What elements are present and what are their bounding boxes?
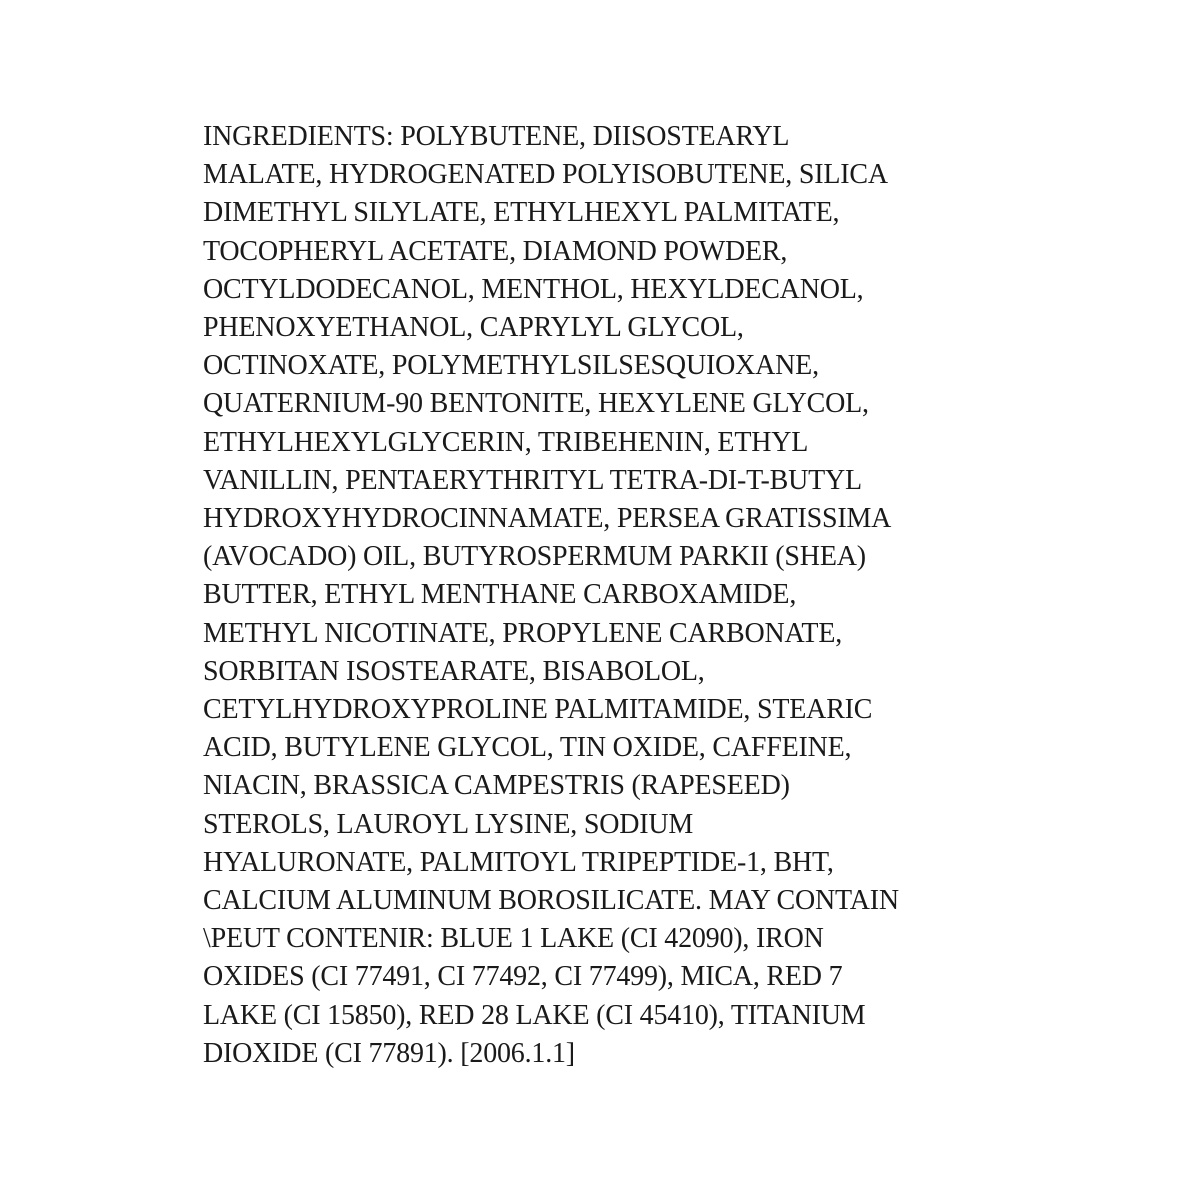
- ingredients-line: STEROLS, LAUROYL LYSINE, SODIUM: [203, 808, 694, 840]
- ingredients-line: CETYLHYDROXYPROLINE PALMITAMIDE, STEARIC: [203, 694, 873, 726]
- ingredients-line: DIOXIDE (CI 77891). [2006.1.1]: [203, 1037, 575, 1069]
- ingredients-line: OCTYLDODECANOL, MENTHOL, HEXYLDECANOL,: [203, 273, 864, 305]
- ingredients-text-block: [203, 118, 1163, 1073]
- ingredients-line: LAKE (CI 15850), RED 28 LAKE (CI 45410), TITANIUM: [203, 999, 866, 1031]
- ingredients-line: TOCOPHERYL ACETATE, DIAMOND POWDER,: [203, 235, 788, 267]
- ingredients-line: ACID, BUTYLENE GLYCOL, TIN OXIDE, CAFFEINE,: [203, 732, 852, 764]
- ingredients-line: \PEUT CONTENIR: BLUE 1 LAKE (CI 42090), IRON: [203, 923, 824, 955]
- ingredients-line: PHENOXYETHANOL, CAPRYLYL GLYCOL,: [203, 312, 744, 344]
- ingredients-line: QUATERNIUM-90 BENTONITE, HEXYLENE GLYCOL,: [203, 388, 869, 420]
- ingredients-line: DIMETHYL SILYLATE, ETHYLHEXYL PALMITATE,: [203, 197, 840, 229]
- ingredients-line: OXIDES (CI 77491, CI 77492, CI 77499), MICA, RED 7: [203, 961, 843, 993]
- ingredients-line: BUTTER, ETHYL MENTHANE CARBOXAMIDE,: [203, 579, 797, 611]
- ingredients-line: HYALURONATE, PALMITOYL TRIPEPTIDE-1, BHT,: [203, 846, 834, 878]
- ingredients-line: NIACIN, BRASSICA CAMPESTRIS (RAPESEED): [203, 770, 790, 802]
- ingredients-line: CALCIUM ALUMINUM BOROSILICATE. MAY CONTAIN: [203, 885, 899, 917]
- ingredients-line: MALATE, HYDROGENATED POLYISOBUTENE, SILICA: [203, 159, 888, 191]
- ingredients-line: ETHYLHEXYLGLYCERIN, TRIBEHENIN, ETHYL: [203, 426, 809, 458]
- ingredients-line: VANILLIN, PENTAERYTHRITYL TETRA-DI-T-BUTYL: [203, 464, 862, 496]
- ingredients-line: (AVOCADO) OIL, BUTYROSPERMUM PARKII (SHEA): [203, 541, 866, 573]
- ingredients-line: METHYL NICOTINATE, PROPYLENE CARBONATE,: [203, 617, 843, 649]
- ingredients-line: SORBITAN ISOSTEARATE, BISABOLOL,: [203, 655, 705, 687]
- ingredients-line: OCTINOXATE, POLYMETHYLSILSESQUIOXANE,: [203, 350, 819, 382]
- ingredients-line: INGREDIENTS: POLYBUTENE, DIISOSTEARYL: [203, 121, 790, 152]
- ingredients-line: HYDROXYHYDROCINNAMATE, PERSEA GRATISSIMA: [203, 503, 892, 535]
